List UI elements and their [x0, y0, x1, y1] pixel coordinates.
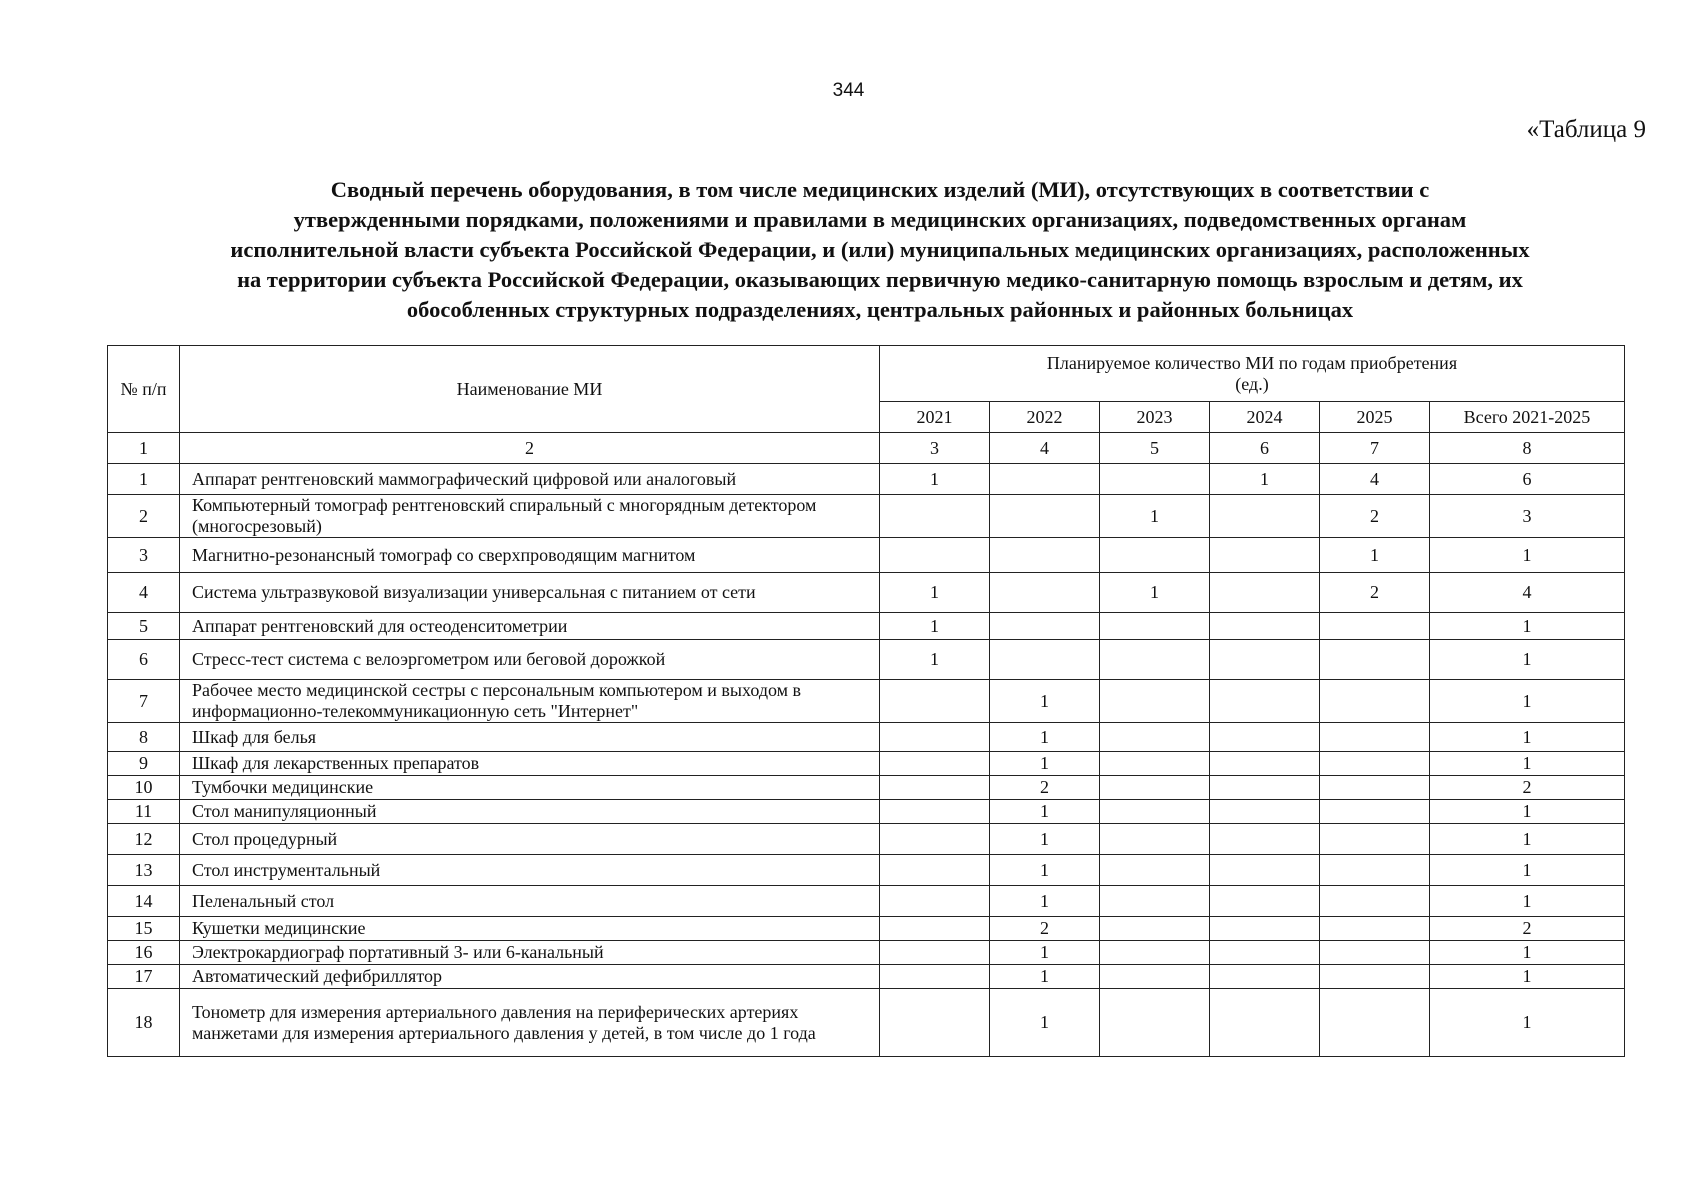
item-name: Автоматический дефибриллятор [180, 965, 880, 989]
qty-2022: 1 [990, 824, 1100, 855]
qty-total: 1 [1430, 752, 1625, 776]
column-number: 7 [1320, 433, 1430, 464]
header-year: 2024 [1210, 402, 1320, 433]
qty-total: 1 [1430, 613, 1625, 640]
qty-total: 1 [1430, 538, 1625, 573]
column-number: 5 [1100, 433, 1210, 464]
qty-2023 [1100, 886, 1210, 917]
qty-2025 [1320, 640, 1430, 680]
qty-2025 [1320, 613, 1430, 640]
row-number: 8 [108, 723, 180, 752]
qty-2024 [1210, 941, 1320, 965]
column-number: 1 [108, 433, 180, 464]
qty-2021: 1 [880, 464, 990, 495]
page-number: 344 [832, 80, 865, 101]
qty-2025 [1320, 886, 1430, 917]
qty-2024 [1210, 613, 1320, 640]
item-name: Стол инструментальный [180, 855, 880, 886]
qty-total: 2 [1430, 917, 1625, 941]
item-name: Аппарат рентгеновский для остеоденситометрии [180, 613, 880, 640]
table-row [108, 613, 1625, 640]
qty-2024 [1210, 800, 1320, 824]
qty-2023 [1100, 965, 1210, 989]
qty-2024 [1210, 723, 1320, 752]
qty-2022: 1 [990, 800, 1100, 824]
qty-total: 2 [1430, 776, 1625, 800]
qty-2024 [1210, 538, 1320, 573]
qty-2021: 1 [880, 640, 990, 680]
qty-2022 [990, 495, 1100, 538]
qty-2022: 1 [990, 965, 1100, 989]
header-name: Наименование МИ [180, 346, 880, 433]
qty-2025: 1 [1320, 538, 1430, 573]
item-name: Тумбочки медицинские [180, 776, 880, 800]
row-number: 6 [108, 640, 180, 680]
qty-2022: 2 [990, 776, 1100, 800]
qty-2025 [1320, 855, 1430, 886]
qty-2024 [1210, 680, 1320, 723]
table-row [108, 989, 1625, 1057]
qty-2023 [1100, 855, 1210, 886]
qty-2024 [1210, 855, 1320, 886]
header-year: 2025 [1320, 402, 1430, 433]
header-planned-line1: Планируемое количество МИ по годам приобретения [1046, 352, 1458, 373]
qty-2023 [1100, 613, 1210, 640]
row-number: 13 [108, 855, 180, 886]
qty-2023 [1100, 917, 1210, 941]
row-number: 9 [108, 752, 180, 776]
qty-2021 [880, 824, 990, 855]
header-num: № п/п [108, 346, 180, 433]
row-number: 7 [108, 680, 180, 723]
item-name: Электрокардиограф портативный 3- или 6-канальный [180, 941, 880, 965]
qty-2023 [1100, 752, 1210, 776]
qty-total: 1 [1430, 886, 1625, 917]
row-number: 5 [108, 613, 180, 640]
qty-2024 [1210, 776, 1320, 800]
title-line: на территории субъекта Российской Федерации, оказывающих первичную медико-санитарную помощь взрослым и детям, их [237, 267, 1523, 292]
row-number: 12 [108, 824, 180, 855]
qty-total: 1 [1430, 640, 1625, 680]
item-name: Пеленальный стол [180, 886, 880, 917]
row-number: 17 [108, 965, 180, 989]
table-row [108, 464, 1625, 495]
qty-2022 [990, 538, 1100, 573]
item-name: Стресс-тест система с велоэргометром или беговой дорожкой [180, 640, 880, 680]
qty-2023: 1 [1100, 495, 1210, 538]
qty-2024 [1210, 965, 1320, 989]
table-body [108, 464, 1625, 1057]
qty-2023 [1100, 723, 1210, 752]
title-line: обособленных структурных подразделениях, центральных районных и районных больницах [406, 297, 1354, 322]
qty-2024 [1210, 640, 1320, 680]
row-number: 15 [108, 917, 180, 941]
item-name: Аппарат рентгеновский маммографический цифровой или аналоговый [180, 464, 880, 495]
qty-2024 [1210, 495, 1320, 538]
table-row [108, 495, 1625, 538]
qty-total: 6 [1430, 464, 1625, 495]
qty-2021 [880, 965, 990, 989]
qty-2025: 2 [1320, 573, 1430, 613]
column-number: 2 [180, 433, 880, 464]
row-number: 4 [108, 573, 180, 613]
qty-2022: 1 [990, 752, 1100, 776]
qty-2021 [880, 723, 990, 752]
qty-2025 [1320, 965, 1430, 989]
qty-2023 [1100, 941, 1210, 965]
qty-2021 [880, 800, 990, 824]
qty-2022 [990, 573, 1100, 613]
row-number: 16 [108, 941, 180, 965]
qty-2023 [1100, 680, 1210, 723]
qty-2025 [1320, 776, 1430, 800]
qty-total: 1 [1430, 800, 1625, 824]
title-line: утвержденными порядками, положениями и правилами в медицинских организациях, подведомственных органам [293, 207, 1467, 232]
qty-total: 1 [1430, 723, 1625, 752]
qty-2021 [880, 495, 990, 538]
table-row [108, 680, 1625, 723]
row-number: 3 [108, 538, 180, 573]
qty-total: 1 [1430, 824, 1625, 855]
qty-2022: 1 [990, 680, 1100, 723]
qty-2021 [880, 752, 990, 776]
qty-2025 [1320, 752, 1430, 776]
title-line: Сводный перечень оборудования, в том числе медицинских изделий (МИ), отсутствующих в соответствии с [330, 177, 1430, 202]
qty-total: 1 [1430, 855, 1625, 886]
qty-2023 [1100, 464, 1210, 495]
qty-2023 [1100, 989, 1210, 1057]
header-year: 2021 [880, 402, 990, 433]
qty-2022: 1 [990, 723, 1100, 752]
row-number: 11 [108, 800, 180, 824]
qty-2023: 1 [1100, 573, 1210, 613]
qty-total: 4 [1430, 573, 1625, 613]
table-row [108, 800, 1625, 824]
header-total: Всего 2021-2025 [1430, 402, 1625, 433]
qty-total: 1 [1430, 941, 1625, 965]
qty-2025 [1320, 680, 1430, 723]
column-number: 8 [1430, 433, 1625, 464]
title-line: исполнительной власти субъекта Российской Федерации, и (или) муниципальных медицинских организациях, расположенных [230, 237, 1530, 262]
table-row [108, 855, 1625, 886]
table-row [108, 640, 1625, 680]
table-row [108, 723, 1625, 752]
qty-2025: 4 [1320, 464, 1430, 495]
item-name: Кушетки медицинские [180, 917, 880, 941]
item-name: Стол манипуляционный [180, 800, 880, 824]
column-number: 6 [1210, 433, 1320, 464]
qty-2021 [880, 538, 990, 573]
row-number: 2 [108, 495, 180, 538]
qty-2024 [1210, 917, 1320, 941]
qty-2021 [880, 776, 990, 800]
qty-2021: 1 [880, 613, 990, 640]
qty-2023 [1100, 824, 1210, 855]
header-planned [880, 346, 1625, 402]
qty-2024 [1210, 989, 1320, 1057]
qty-2021 [880, 941, 990, 965]
row-number: 1 [108, 464, 180, 495]
qty-2024 [1210, 886, 1320, 917]
qty-2025 [1320, 941, 1430, 965]
table-row [108, 573, 1625, 613]
document-title [100, 175, 1660, 325]
qty-2022: 2 [990, 917, 1100, 941]
table-row [108, 965, 1625, 989]
qty-total: 3 [1430, 495, 1625, 538]
table-row [108, 824, 1625, 855]
qty-2021 [880, 886, 990, 917]
table-row [108, 538, 1625, 573]
qty-total: 1 [1430, 965, 1625, 989]
qty-2023 [1100, 776, 1210, 800]
qty-2023 [1100, 538, 1210, 573]
qty-2021: 1 [880, 573, 990, 613]
table-label: «Таблица 9 [1526, 116, 1646, 143]
qty-2025 [1320, 917, 1430, 941]
qty-2025 [1320, 723, 1430, 752]
qty-2025 [1320, 989, 1430, 1057]
table-row [108, 776, 1625, 800]
qty-2021 [880, 855, 990, 886]
qty-2022 [990, 464, 1100, 495]
qty-2023 [1100, 800, 1210, 824]
header-year: 2022 [990, 402, 1100, 433]
qty-2025 [1320, 800, 1430, 824]
qty-2025 [1320, 824, 1430, 855]
qty-2022: 1 [990, 855, 1100, 886]
item-name: Тонометр для измерения артериального давления на периферических артериях манжетами для измерения артериального давления у детей, в том числе до 1 года [180, 989, 880, 1057]
header-planned-line2: (ед.) [1235, 373, 1269, 394]
item-name: Магнитно-резонансный томограф со сверхпроводящим магнитом [180, 538, 880, 573]
qty-2022: 1 [990, 941, 1100, 965]
table-row [108, 886, 1625, 917]
qty-2021 [880, 989, 990, 1057]
qty-2024 [1210, 752, 1320, 776]
header-year: 2023 [1100, 402, 1210, 433]
qty-2021 [880, 917, 990, 941]
qty-2022 [990, 613, 1100, 640]
qty-2022: 1 [990, 989, 1100, 1057]
item-name: Рабочее место медицинской сестры с персональным компьютером и выходом в информационно-телекоммуникационную сеть "Интернет" [180, 680, 880, 723]
qty-2022: 1 [990, 886, 1100, 917]
item-name: Шкаф для лекарственных препаратов [180, 752, 880, 776]
qty-total: 1 [1430, 989, 1625, 1057]
item-name: Система ультразвуковой визуализации универсальная с питанием от сети [180, 573, 880, 613]
qty-2025: 2 [1320, 495, 1430, 538]
qty-2024: 1 [1210, 464, 1320, 495]
table-row [108, 941, 1625, 965]
qty-2022 [990, 640, 1100, 680]
qty-2023 [1100, 640, 1210, 680]
row-number: 10 [108, 776, 180, 800]
qty-total: 1 [1430, 680, 1625, 723]
table-row [108, 917, 1625, 941]
item-name: Компьютерный томограф рентгеновский спиральный с многорядным детектором (многосрезовый) [180, 495, 880, 538]
qty-2024 [1210, 573, 1320, 613]
column-number: 3 [880, 433, 990, 464]
equipment-table [107, 345, 1625, 1057]
qty-2024 [1210, 824, 1320, 855]
column-number: 4 [990, 433, 1100, 464]
qty-2021 [880, 680, 990, 723]
table-row [108, 752, 1625, 776]
row-number: 14 [108, 886, 180, 917]
row-number: 18 [108, 989, 180, 1057]
item-name: Шкаф для белья [180, 723, 880, 752]
item-name: Стол процедурный [180, 824, 880, 855]
